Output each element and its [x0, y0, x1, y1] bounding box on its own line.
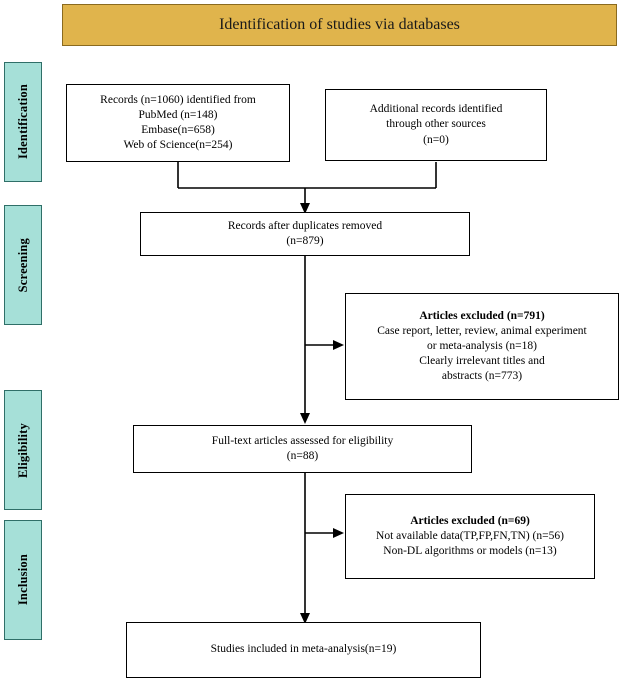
stage-label-identification	[4, 62, 42, 182]
box-line: Not available data(TP,FP,FN,TN) (n=56)	[376, 529, 564, 542]
box-full-text-assessed	[133, 425, 472, 473]
box-line: through other sources	[386, 118, 486, 131]
stage-label-inclusion	[4, 520, 42, 640]
box-line: (n=879)	[286, 235, 324, 247]
stage-label-screening	[4, 205, 42, 325]
box-line: Records after duplicates removed	[227, 219, 383, 232]
stage-label-text: Eligibility	[15, 422, 30, 478]
box-line: (n=0)	[423, 133, 449, 146]
box-additional-records	[325, 89, 547, 161]
box-line: Full-text articles assessed for eligibility	[211, 434, 394, 447]
box-line: abstracts (n=773)	[441, 370, 523, 383]
box-line: Records (n=1060) identified from	[100, 93, 256, 106]
box-line: Web of Science(n=254)	[123, 139, 233, 152]
diagram-title-banner	[62, 4, 617, 46]
box-line: (n=88)	[286, 450, 319, 462]
box-line: Case report, letter, review, animal experiment	[377, 324, 587, 337]
box-line: Additional records identified	[369, 103, 503, 116]
stage-label-eligibility	[4, 390, 42, 510]
box-line: Studies included in meta-analysis(n=19)	[210, 643, 397, 656]
box-heading: Articles excluded (n=69)	[410, 514, 530, 527]
stage-label-text: Identification	[15, 84, 30, 160]
box-line: Embase(n=658)	[141, 124, 215, 136]
box-records-identified	[66, 84, 290, 162]
box-heading: Articles excluded (n=791)	[419, 309, 545, 322]
box-studies-included	[126, 622, 481, 678]
box-line: or meta-analysis (n=18)	[427, 339, 537, 352]
box-line: Non-DL algorithms or models (n=13)	[383, 545, 557, 558]
box-articles-excluded-791	[345, 293, 619, 400]
page-title: Identification of studies via databases	[219, 16, 460, 33]
box-records-after-duplicates	[140, 212, 470, 256]
box-line: Clearly irrelevant titles and	[419, 355, 545, 368]
box-articles-excluded-69	[345, 494, 595, 579]
stage-label-text: Inclusion	[15, 554, 30, 606]
box-line: PubMed (n=148)	[138, 108, 218, 121]
stage-label-text: Screening	[15, 237, 30, 293]
